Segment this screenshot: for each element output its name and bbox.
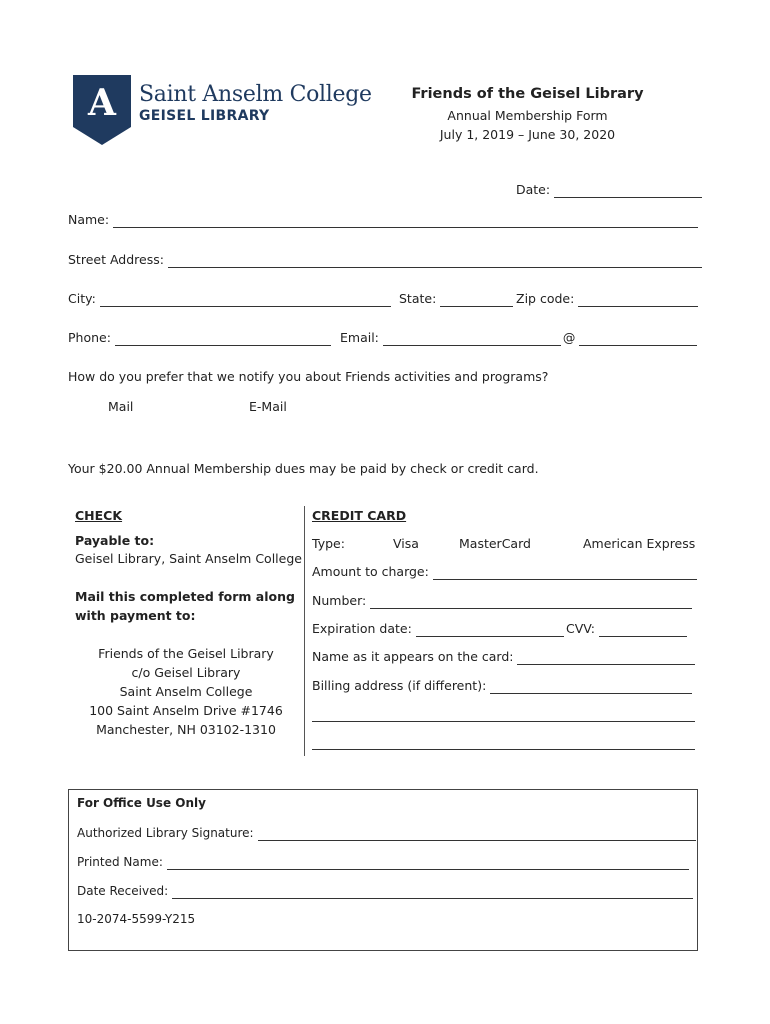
name-on-card-field[interactable] [312, 649, 695, 665]
cvv-label: CVV: [566, 621, 596, 636]
card-type-amex[interactable]: American Express [583, 536, 696, 551]
city-line[interactable] [100, 292, 391, 307]
email-field[interactable] [340, 330, 697, 346]
credit-card-heading: CREDIT CARD [312, 508, 407, 523]
name-field[interactable] [68, 212, 698, 228]
date-line[interactable] [554, 183, 702, 198]
form-title: Friends of the Geisel Library [411, 86, 644, 102]
zip-line[interactable] [578, 292, 698, 307]
cvv-line[interactable] [599, 622, 687, 637]
billing-address-line[interactable] [490, 679, 692, 694]
mailing-address-line: 100 Saint Anselm Drive #1746 [89, 703, 283, 718]
name-line[interactable] [113, 213, 698, 228]
payable-to-value: Geisel Library, Saint Anselm College [75, 551, 302, 566]
phone-line[interactable] [115, 331, 331, 346]
zip-field[interactable] [516, 291, 698, 307]
card-type-mastercard[interactable]: MasterCard [459, 536, 531, 551]
date-field[interactable] [516, 182, 702, 198]
office-use-box [68, 789, 698, 951]
mailing-address-line: c/o Geisel Library [131, 665, 241, 680]
college-shield-logo [73, 75, 131, 145]
payable-to-label: Payable to: [75, 533, 155, 548]
form-code: 10-2074-5599-Y215 [77, 912, 196, 926]
phone-field[interactable] [68, 330, 331, 346]
city-field[interactable] [68, 291, 391, 307]
shield-letter: A [88, 82, 116, 124]
billing-address-field[interactable] [312, 678, 692, 694]
card-number-label: Number: [312, 593, 367, 608]
name-label: Name: [68, 212, 110, 227]
billing-address-line-2[interactable] [312, 707, 695, 722]
form-subtitle: Annual Membership Form [447, 108, 608, 123]
email-label: Email: [340, 330, 379, 345]
notify-option-email[interactable]: E-Mail [249, 399, 287, 414]
notify-option-mail[interactable]: Mail [108, 399, 134, 414]
card-type-label: Type: [312, 536, 345, 551]
state-field[interactable] [399, 291, 513, 307]
amount-field[interactable] [312, 564, 697, 580]
date-received-field[interactable] [77, 883, 693, 899]
street-address-label: Street Address: [68, 252, 164, 267]
expiration-field[interactable] [312, 621, 564, 637]
logo-college-name: Saint Anselm College [139, 82, 372, 107]
cvv-field[interactable] [566, 621, 687, 637]
authorized-signature-line[interactable] [258, 826, 696, 841]
street-address-line[interactable] [168, 253, 702, 268]
notify-question: How do you prefer that we notify you about Friends activities and programs? [68, 369, 549, 384]
name-on-card-label: Name as it appears on the card: [312, 649, 514, 664]
email-user-line[interactable] [383, 331, 561, 346]
phone-label: Phone: [68, 330, 111, 345]
logo-library-name: GEISEL LIBRARY [139, 108, 270, 124]
city-label: City: [68, 291, 96, 306]
name-on-card-line[interactable] [517, 650, 695, 665]
mail-instruction-line-1: Mail this completed form along [75, 589, 295, 604]
date-received-label: Date Received: [77, 884, 169, 898]
mailing-address-line: Friends of the Geisel Library [98, 646, 274, 661]
amount-line[interactable] [433, 565, 697, 580]
mailing-address-line: Saint Anselm College [119, 684, 253, 699]
email-domain-line[interactable] [579, 331, 697, 346]
check-heading: CHECK [75, 508, 123, 523]
card-type-visa[interactable]: Visa [393, 536, 419, 551]
billing-address-label: Billing address (if different): [312, 678, 487, 693]
authorized-signature-label: Authorized Library Signature: [77, 826, 254, 840]
dues-statement: Your $20.00 Annual Membership dues may be paid by check or credit card. [68, 461, 539, 476]
street-address-field[interactable] [68, 252, 702, 268]
date-received-line[interactable] [172, 884, 693, 899]
printed-name-line[interactable] [167, 855, 689, 870]
card-number-field[interactable] [312, 593, 692, 609]
membership-period: July 1, 2019 – June 30, 2020 [439, 127, 616, 142]
expiration-line[interactable] [416, 622, 564, 637]
mailing-address-line: Manchester, NH 03102-1310 [96, 722, 276, 737]
mail-instruction-line-2: with payment to: [75, 608, 196, 623]
state-line[interactable] [440, 292, 513, 307]
expiration-label: Expiration date: [312, 621, 412, 636]
printed-name-label: Printed Name: [77, 855, 163, 869]
printed-name-field[interactable] [77, 854, 689, 870]
zip-label: Zip code: [516, 291, 575, 306]
billing-address-line-3[interactable] [312, 735, 695, 750]
state-label: State: [399, 291, 437, 306]
card-number-line[interactable] [370, 594, 692, 609]
office-use-title: For Office Use Only [77, 796, 206, 810]
email-at-sign: @ [562, 330, 576, 345]
section-divider [304, 506, 305, 756]
authorized-signature-field[interactable] [77, 825, 696, 841]
date-label: Date: [516, 182, 551, 197]
amount-label: Amount to charge: [312, 564, 429, 579]
